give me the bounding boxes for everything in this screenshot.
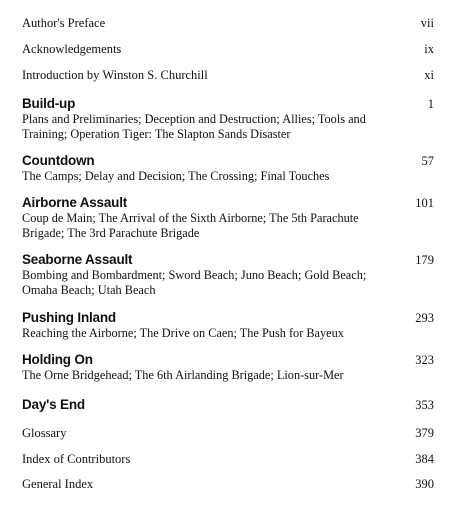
toc-chapter-build-up [22, 96, 434, 142]
chapter-title: Holding On [22, 352, 93, 367]
toc-entry-title: Index of Contributors [22, 452, 131, 466]
chapter-subtitle: Plans and Preliminaries; Deception and Destruction; Allies; Tools and Training; Operation Tiger: The Slapton Sands Disaster [22, 112, 366, 141]
toc-entry-title: General Index [22, 477, 94, 491]
toc-chapter-holding-on [22, 352, 434, 383]
toc-entry-general-index [22, 477, 434, 492]
toc-page-number: 101 [415, 196, 434, 210]
toc-page-number: vii [420, 16, 434, 30]
toc-chapter-pushing-inland [22, 310, 434, 341]
toc-entry-introduction [22, 68, 434, 83]
toc-chapter-countdown [22, 153, 434, 184]
toc-entry-acknowledgements [22, 42, 434, 57]
chapter-title: Day's End [22, 397, 85, 412]
toc-page-number: 353 [415, 398, 434, 412]
toc-entry-glossary [22, 426, 434, 441]
toc-page-number: 179 [415, 253, 434, 267]
toc-entry-title: Glossary [22, 426, 67, 440]
toc-entry-index-of-contributors [22, 452, 434, 467]
chapter-subtitle: Reaching the Airborne; The Drive on Caen; The Push for Bayeux [22, 326, 344, 340]
toc-entry-title: Introduction by Winston S. Churchill [22, 68, 208, 82]
chapter-subtitle: Coup de Main; The Arrival of the Sixth Airborne; The 5th Parachute Brigade; The 3rd Parachute Brigade [22, 211, 359, 240]
chapter-title: Seaborne Assault [22, 252, 133, 267]
chapter-subtitle: The Camps; Delay and Decision; The Crossing; Final Touches [22, 169, 330, 183]
chapter-subtitle: The Orne Bridgehead; The 6th Airlanding Brigade; Lion-sur-Mer [22, 368, 344, 382]
toc-entry-authors-preface [22, 16, 434, 31]
toc-page-number: 1 [427, 97, 434, 111]
toc-entry-title: Acknowledgements [22, 42, 122, 56]
toc-chapter-seaborne-assault [22, 252, 434, 298]
toc-page-number: ix [424, 42, 434, 56]
toc-page-number: 323 [415, 353, 434, 367]
toc-page-number: 379 [415, 426, 434, 440]
chapter-title: Airborne Assault [22, 195, 128, 210]
toc-page-number: 384 [415, 452, 434, 466]
toc-page-number: 390 [415, 477, 434, 491]
toc-chapter-days-end [22, 397, 434, 413]
toc-page-number: 293 [415, 311, 434, 325]
chapter-title: Pushing Inland [22, 310, 116, 325]
chapter-title: Build-up [22, 96, 76, 111]
toc-page-number: xi [424, 68, 434, 82]
toc-page-number: 57 [421, 154, 434, 168]
chapter-title: Countdown [22, 153, 95, 168]
chapter-subtitle: Bombing and Bombardment; Sword Beach; Juno Beach; Gold Beach; Omaha Beach; Utah Beach [22, 268, 367, 297]
toc-entry-title: Author's Preface [22, 16, 106, 30]
toc-chapter-airborne-assault [22, 195, 434, 241]
